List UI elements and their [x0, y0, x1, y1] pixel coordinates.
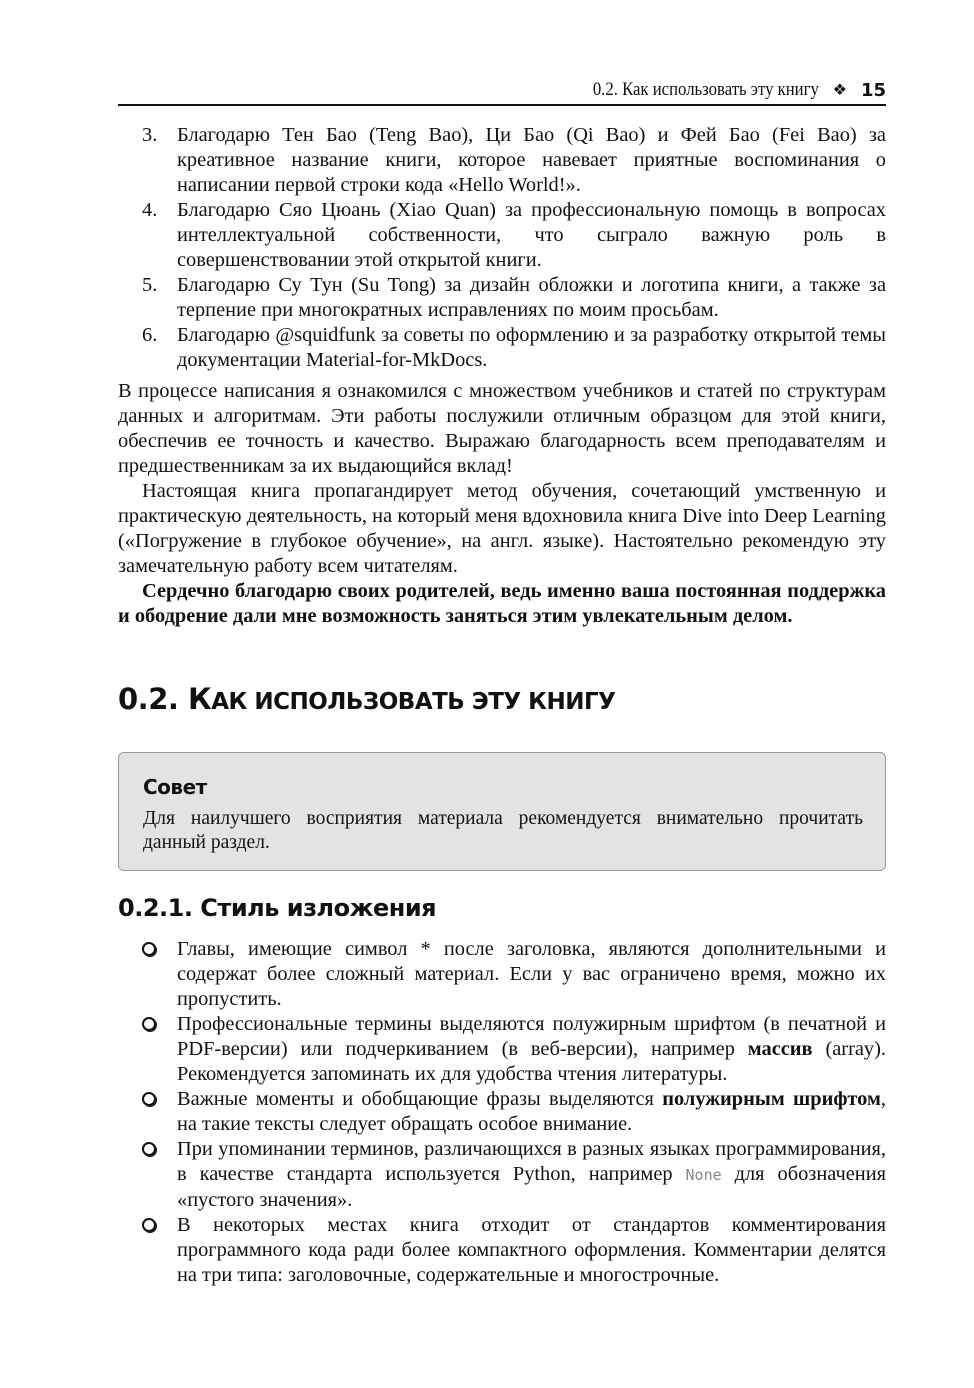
- list-text: Профессиональные термины выделяются полужирным шрифтом (в печатной и PDF-версии) или подчеркиванием (в веб-версии), например: [177, 1013, 886, 1060]
- circle-bullet-icon: [142, 942, 156, 956]
- list-text: При упоминании терминов, различающихся в разных языках программирования, в качестве стандарта используется Python, например: [177, 1138, 886, 1185]
- list-text: Благодарю Су Тун (Su Tong) за дизайн обложки и логотипа книги, а также за терпение при многократных исправлениях по моим просьбам.: [177, 274, 886, 321]
- ornament-icon: ❖: [832, 82, 847, 99]
- list-text: Благодарю Сяо Цюань (Xiao Quan) за профессиональную помощь в вопросах интеллектуальной собственности, что сыграло важную роль в совершенствовании этой открытой книги.: [177, 199, 886, 271]
- circle-bullet-icon: [142, 1142, 156, 1156]
- acknowledgements-list: [118, 123, 886, 373]
- bold-term: массив: [747, 1038, 813, 1060]
- inline-code: None: [685, 1166, 722, 1184]
- circle-bullet-icon: [142, 1218, 156, 1232]
- style-list: [118, 937, 886, 1288]
- list-text: Главы, имеющие символ * после заголовка, являются дополнительными и содержат более сложный материал. Если у вас ограничено время, можно их пропустить.: [177, 938, 886, 1010]
- list-number: 3.: [142, 124, 158, 146]
- tip-box: [118, 752, 886, 871]
- list-number: 6.: [142, 324, 158, 346]
- subsection-heading: 0.2.1. Стиль изложения: [118, 894, 437, 922]
- list-item: [118, 1012, 886, 1087]
- list-item: [118, 123, 886, 198]
- section-number: 0.2.: [118, 682, 179, 716]
- section-heading: [118, 682, 615, 716]
- list-text: Важные моменты и обобщающие фразы выделяются: [177, 1088, 663, 1110]
- list-text: Благодарю @squidfunk за советы по оформлению и за разработку открытой темы документации Material-for-MkDocs.: [177, 324, 886, 371]
- page-number: 15: [860, 79, 886, 101]
- list-number: 5.: [142, 274, 158, 296]
- paragraph: Настоящая книга пропагандирует метод обучения, сочетающий умственную и практическую деятельность, на который меня вдохновила книга Dive into Deep Learning («Погружение в глубокое обучение», на англ. языке). Настоятельно рекомендую эту замечательную работу всем читателям.: [118, 480, 886, 577]
- list-item: [118, 937, 886, 1012]
- tip-body: Для наилучшего восприятия материала рекомендуется внимательно прочитать данный раздел.: [143, 808, 863, 853]
- paragraph: В процессе написания я ознакомился с множеством учебников и статей по структурам данных и алгоритмам. Эти работы послужили отличным образцом для этой книги, обеспечив ее точность и качество. Выражаю благодарность всем преподавателям и предшественникам за их выдающийся вклад!: [118, 380, 886, 477]
- running-header-title: 0.2. Как использовать эту книгу: [592, 79, 819, 100]
- circle-bullet-icon: [142, 1017, 156, 1031]
- list-number: 4.: [142, 199, 158, 221]
- list-item: [118, 273, 886, 323]
- list-item: [118, 323, 886, 373]
- running-header: [118, 76, 886, 106]
- section-title-rest: АК ИСПОЛЬЗОВАТЬ ЭТУ КНИГУ: [211, 689, 616, 715]
- list-item: [118, 1137, 886, 1213]
- paragraph-bold: Сердечно благодарю своих родителей, ведь именно ваша постоянная поддержка и ободрение дали мне возможность заняться этим увлекательным делом.: [118, 580, 886, 627]
- list-text: Благодарю Тен Бао (Teng Bao), Ци Бао (Qi Bao) и Фей Бао (Fei Bao) за креативное название книги, которое навевает приятные воспоминания о написании первой строки кода «Hello World!».: [177, 124, 886, 196]
- tip-title: Совет: [143, 775, 207, 799]
- list-text: В некоторых местах книга отходит от стандартов комментирования программного кода ради более компактного оформления. Комментарии делятся на три типа: заголовочные, содержательные и многострочные.: [177, 1214, 886, 1286]
- circle-bullet-icon: [142, 1092, 156, 1106]
- list-text: , на такие тексты следует обращать особое внимание.: [177, 1088, 886, 1135]
- bold-term: полужирным шрифтом: [662, 1088, 881, 1110]
- list-text: (array). Рекомендуется запоминать их для удобства чтения литературы.: [177, 1038, 887, 1085]
- list-item: [118, 1087, 886, 1137]
- section-title-initial: К: [188, 682, 212, 716]
- list-item: [118, 198, 886, 273]
- list-item: [118, 1213, 886, 1288]
- list-text: для обозначения «пустого значения».: [177, 1163, 886, 1211]
